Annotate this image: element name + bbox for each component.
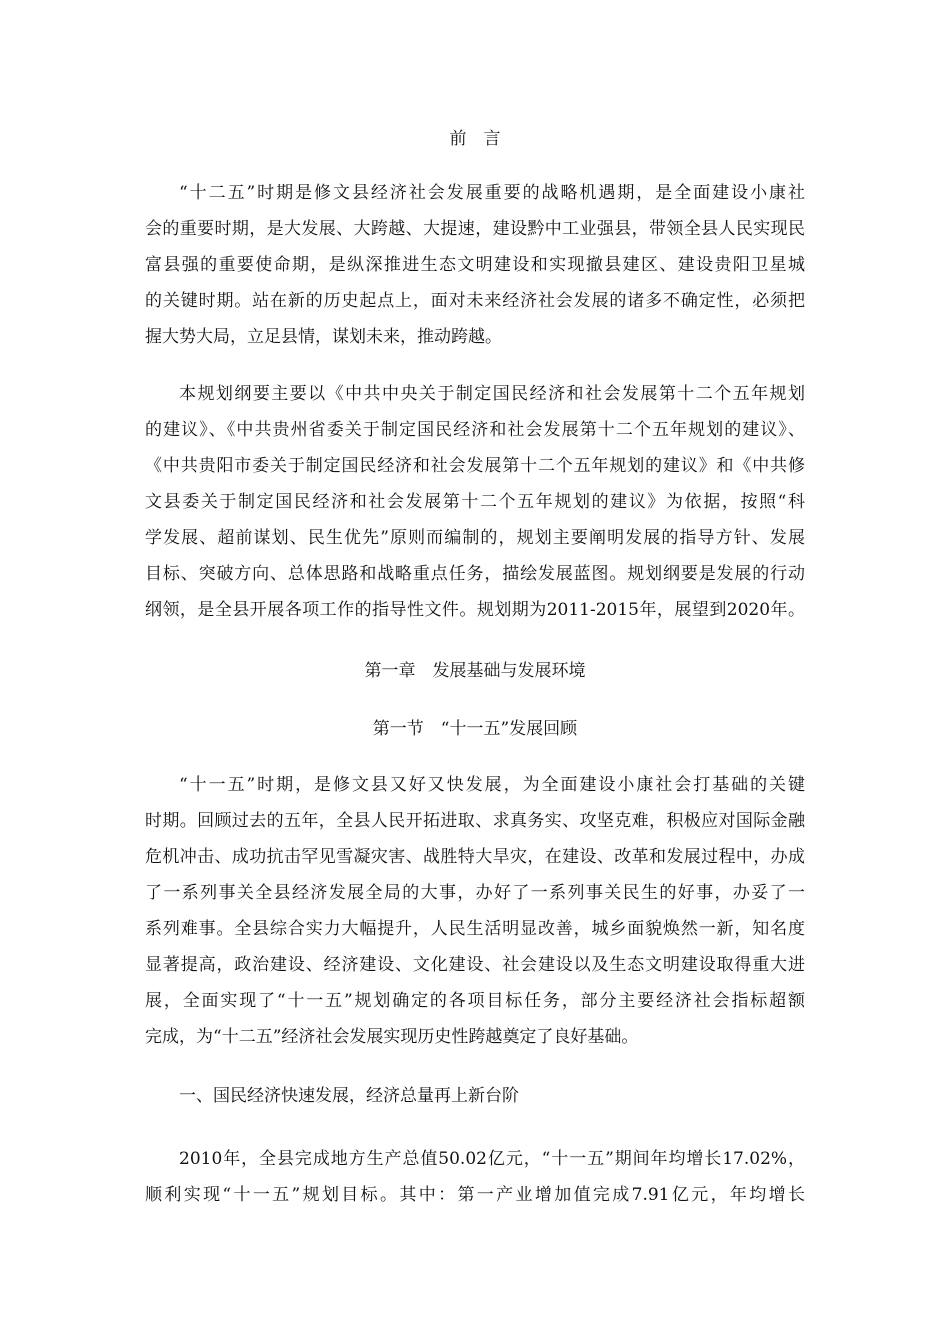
text-line: 了一系列事关全县经济发展全局的大事，办好了一系列事关民生的好事，办妥了一: [145, 883, 805, 903]
chapter-title: 第一章 发展基础与发展环境: [364, 661, 586, 681]
text-line: “十二五”时期是修文县经济社会发展重要的战略机遇期，是全面建设小康社: [179, 183, 805, 203]
text-line: 的关键时期。站在新的历史起点上，面对未来经济社会发展的诸多不确定性，必须把: [145, 291, 805, 311]
text-line: 文县委关于制定国民经济和社会发展第十二个五年规划的建议》为依据，按照“科: [145, 492, 805, 512]
text-line: 展，全面实现了“十一五”规划确定的各项目标任务，部分主要经济社会指标超额: [145, 991, 805, 1011]
chapter1-paragraph-1: [145, 767, 805, 1055]
text-line: 《中共贵阳市委关于制定国民经济和社会发展第十二个五年规划的建议》和《中共修: [145, 456, 805, 476]
preface-title: 前 言: [449, 129, 501, 149]
text-line: 握大势大局，立足县情，谋划未来，推动跨越。: [145, 327, 502, 347]
text-line: 系列难事。全县综合实力大幅提升，人民生活明显改善，城乡面貌焕然一新，知名度: [145, 919, 805, 939]
text-line: 富县强的重要使命期，是纵深推进生态文明建设和实现撤县建区、建设贵阳卫星城: [145, 255, 805, 275]
text-line: “十一五”时期，是修文县又好又快发展，为全面建设小康社会打基础的关键: [179, 775, 805, 795]
text-line: 的建议》、《中共贵州省委关于制定国民经济和社会发展第十二个五年规划的建议》、: [145, 420, 805, 440]
subheading-text: 一、国民经济快速发展，经济总量再上新台阶: [179, 1086, 519, 1106]
text-line: 显著提高，政治建设、经济建设、文化建设、社会建设以及生态文明建设取得重大进: [145, 955, 805, 975]
text-line: 2010年，全县完成地方生产总值50.02亿元，“十一五”期间年均增长17.02%，: [179, 1149, 805, 1169]
text-line: 纲领，是全县开展各项工作的指导性文件。规划期为2011-2015年，展望到2020年。: [145, 600, 805, 620]
text-line: 会的重要时期，是大发展、大跨越、大提速，建设黔中工业强县，带领全县人民实现民: [145, 219, 805, 239]
subheading: [145, 1078, 805, 1114]
preface-paragraph-1: [145, 175, 805, 355]
text-line: 顺利实现“十一五”规划目标。其中：第一产业增加值完成7.91亿元，年均增长: [145, 1185, 805, 1205]
chapter1-paragraph-2: [145, 1141, 805, 1213]
text-line: 学发展、超前谋划、民生优先”原则而编制的，规划主要阐明发展的指导方针、发展: [145, 528, 805, 548]
text-line: 时期。回顾过去的五年，全县人民开拓进取、求真务实、攻坚克难，积极应对国际金融: [145, 811, 805, 831]
text-line: 目标、突破方向、总体思路和战略重点任务，描绘发展蓝图。规划纲要是发展的行动: [145, 564, 805, 584]
section-title: 第一节 “十一五”发展回顾: [372, 719, 578, 739]
text-line: 完成，为“十二五”经济社会发展实现历史性跨越奠定了良好基础。: [145, 1027, 639, 1047]
preface-paragraph-2: [145, 376, 805, 628]
text-line: 危机冲击、成功抗击罕见雪凝灾害、战胜特大旱灾，在建设、改革和发展过程中，办成: [145, 847, 805, 867]
text-line: 本规划纲要主要以《中共中央关于制定国民经济和社会发展第十二个五年规划: [179, 384, 805, 404]
